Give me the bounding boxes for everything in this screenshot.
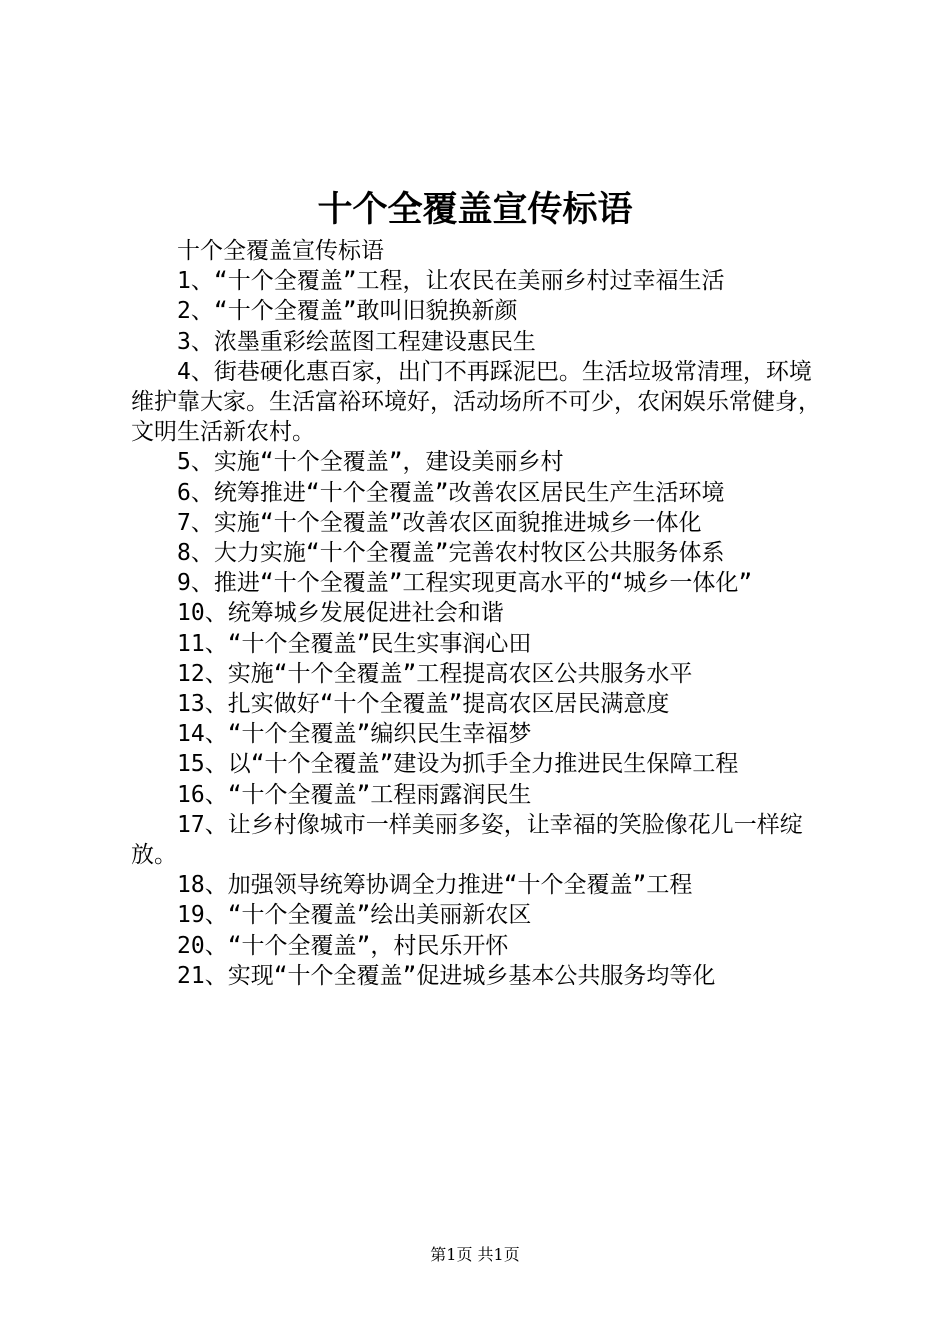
paragraph: 2、“十个全覆盖”敢叫旧貌换新颜 (177, 298, 518, 325)
paragraph: 4、街巷硬化惠百家，出门不再踩泥巴。生活垃圾常清理，环境维护靠大家。生活富裕环境好，活动场所不可少，农闲娱乐常健身，文明生活新农村。 (131, 358, 821, 446)
page-number-footer: 第1页 共1页 (430, 1245, 520, 1264)
paragraph: 7、实施“十个全覆盖”改善农区面貌推进城乡一体化 (177, 509, 702, 536)
paragraph: 16、“十个全覆盖”工程雨露润民生 (177, 781, 532, 808)
paragraph: 12、实施“十个全覆盖”工程提高农区公共服务水平 (177, 660, 693, 687)
paragraph: 5、实施“十个全覆盖”，建设美丽乡村 (177, 449, 564, 476)
paragraph: 10、统筹城乡发展促进社会和谐 (177, 600, 504, 627)
paragraph: 9、推进“十个全覆盖”工程实现更高水平的“城乡一体化” (177, 570, 753, 597)
paragraph: 11、“十个全覆盖”民生实事润心田 (177, 630, 532, 657)
paragraph: 20、“十个全覆盖”，村民乐开怀 (177, 932, 509, 959)
document-title: 十个全覆盖宣传标语 (317, 189, 633, 230)
paragraph: 19、“十个全覆盖”绘出美丽新农区 (177, 902, 532, 929)
paragraph: 1、“十个全覆盖”工程，让农民在美丽乡村过幸福生活 (177, 268, 725, 295)
paragraph: 21、实现“十个全覆盖”促进城乡基本公共服务均等化 (177, 962, 716, 989)
document-body (131, 236, 831, 991)
paragraph: 3、浓墨重彩绘蓝图工程建设惠民生 (177, 328, 536, 355)
paragraph: 6、统筹推进“十个全覆盖”改善农区居民生产生活环境 (177, 479, 725, 506)
paragraph: 8、大力实施“十个全覆盖”完善农村牧区公共服务体系 (177, 540, 725, 567)
paragraph: 14、“十个全覆盖”编织民生幸福梦 (177, 721, 532, 748)
paragraph: 15、以“十个全覆盖”建设为抓手全力推进民生保障工程 (177, 751, 739, 778)
paragraph: 18、加强领导统筹协调全力推进“十个全覆盖”工程 (177, 872, 693, 899)
paragraph: 十个全覆盖宣传标语 (177, 238, 384, 264)
paragraph: 17、让乡村像城市一样美丽多姿，让幸福的笑脸像花儿一样绽放。 (131, 811, 803, 869)
paragraph: 13、扎实做好“十个全覆盖”提高农区居民满意度 (177, 691, 670, 718)
